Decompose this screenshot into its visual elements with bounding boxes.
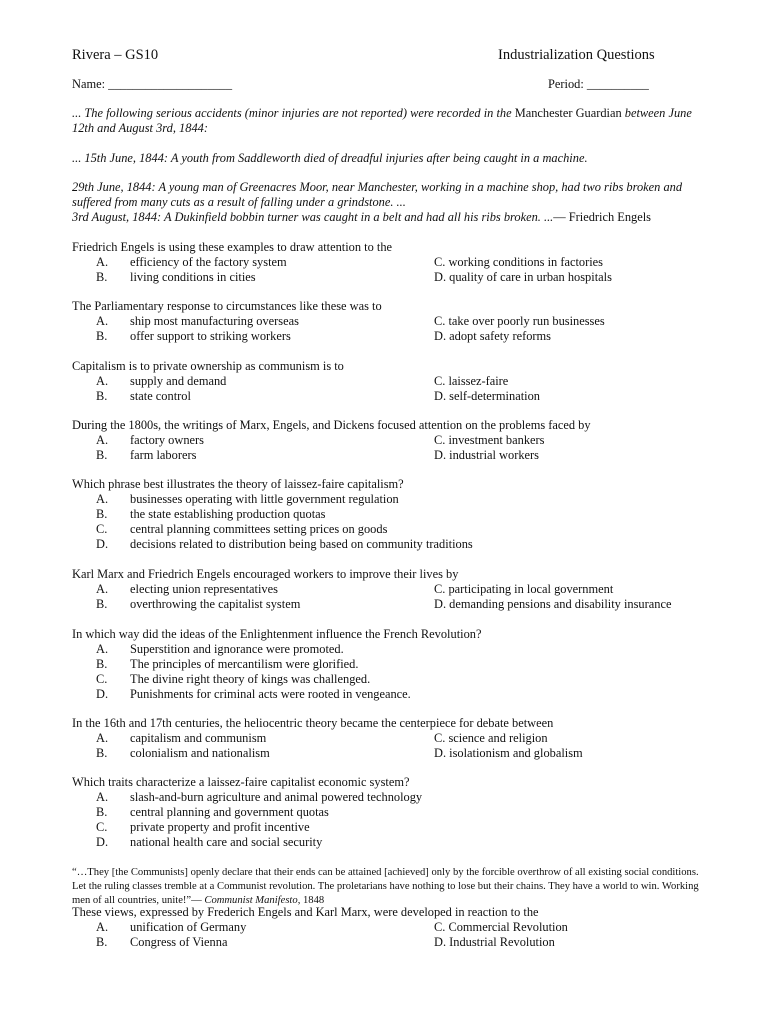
option-letter: B.: [96, 597, 108, 611]
option-item: [72, 642, 712, 657]
option-text: C. science and religion: [434, 731, 548, 745]
option-text: central planning and government quotas: [130, 805, 329, 819]
question-stem: Which traits characterize a laissez-faire capitalist economic system?: [72, 775, 410, 789]
option-text: D. quality of care in urban hospitals: [434, 270, 612, 284]
option-letter: D.: [96, 835, 109, 849]
option-letter: A.: [96, 255, 109, 269]
option-text: offer support to striking workers: [130, 329, 291, 343]
question-6: [72, 567, 712, 612]
option-letter: A.: [96, 731, 109, 745]
option-text: living conditions in cities: [130, 270, 256, 284]
option-text: C. investment bankers: [434, 433, 545, 447]
question-stem: Which phrase best illustrates the theory of laissez-faire capitalism?: [72, 477, 404, 491]
question-stem: These views, expressed by Frederich Engels and Karl Marx, were developed in reaction to the: [72, 905, 539, 919]
question-8: [72, 716, 712, 761]
option-text: colonialism and nationalism: [130, 746, 270, 760]
option-text: farm laborers: [130, 448, 197, 462]
option-row: [72, 731, 712, 746]
option-letter: A.: [96, 314, 109, 328]
option-text: The principles of mercantilism were glorified.: [130, 657, 359, 671]
name-field-label: Name: ____________________: [72, 77, 233, 91]
option-text: businesses operating with little government regulation: [130, 492, 399, 506]
intro-text-1c: between June 12th and August 3rd, 1844:: [72, 106, 692, 135]
option-item: [72, 672, 712, 687]
option-text: central planning committees setting prices on goods: [130, 522, 388, 536]
option-letter: B.: [96, 657, 108, 671]
option-row: [72, 920, 712, 935]
option-text: C. participating in local government: [434, 582, 614, 596]
option-item: [72, 805, 712, 820]
option-text: supply and demand: [130, 374, 227, 388]
option-text: Congress of Vienna: [130, 935, 228, 949]
option-item: [72, 492, 712, 507]
option-text: C. Commercial Revolution: [434, 920, 568, 934]
attribution: — Friedrich Engels: [553, 210, 652, 224]
option-row: [72, 255, 712, 270]
option-letter: B.: [96, 329, 108, 343]
option-text: D. industrial workers: [434, 448, 539, 462]
option-row: [72, 270, 712, 285]
option-item: [72, 687, 712, 702]
option-item: [72, 507, 712, 522]
period-field-label: Period: __________: [548, 77, 649, 91]
option-row: [72, 746, 712, 761]
question-3: [72, 359, 712, 404]
option-row: [72, 314, 712, 329]
option-text: slash-and-burn agriculture and animal powered technology: [130, 790, 423, 804]
option-text: C. take over poorly run businesses: [434, 314, 605, 328]
question-stem: Karl Marx and Friedrich Engels encouraged workers to improve their lives by: [72, 567, 459, 581]
accident-report-2-text: 3rd August, 1844: A Dukinfield bobbin turner was caught in a belt and had all his ribs broken. ...: [72, 210, 554, 224]
quote-year: , 1848: [297, 895, 325, 906]
option-text: unification of Germany: [130, 920, 247, 934]
accident-report-1: 29th June, 1844: A young man of Greenacres Moor, near Manchester, working in a machine shop, had two ribs broken and suffered from many cuts as a result of falling under a grindstone. ...: [72, 180, 683, 209]
option-letter: D.: [96, 537, 109, 551]
option-text: D. Industrial Revolution: [434, 935, 555, 949]
option-text: electing union representatives: [130, 582, 278, 596]
option-letter: B.: [96, 389, 108, 403]
option-letter: B.: [96, 935, 108, 949]
question-5: [72, 477, 712, 552]
accident-report-2: [72, 210, 712, 225]
option-text: Superstition and ignorance were promoted.: [130, 642, 344, 656]
teacher-course-label: Rivera – GS10: [72, 47, 159, 63]
question-stem: In which way did the ideas of the Enlightenment influence the French Revolution?: [72, 627, 482, 641]
option-row: [72, 582, 712, 597]
quote-source: Communist Manifesto: [204, 895, 298, 906]
option-text: ship most manufacturing overseas: [130, 314, 299, 328]
option-item: [72, 522, 712, 537]
option-letter: D.: [96, 687, 109, 701]
option-letter: C.: [96, 672, 108, 686]
option-row: [72, 597, 712, 612]
option-letter: B.: [96, 746, 108, 760]
option-text: efficiency of the factory system: [130, 255, 287, 269]
intro-paragraph-3: [72, 180, 712, 225]
option-letter: A.: [96, 433, 109, 447]
option-letter: A.: [96, 790, 109, 804]
option-item: [72, 790, 712, 805]
question-1: [72, 240, 712, 285]
option-letter: B.: [96, 507, 108, 521]
question-stem: Capitalism is to private ownership as communism is to: [72, 359, 344, 373]
option-item: [72, 657, 712, 672]
option-text: Punishments for criminal acts were rooted in vengeance.: [130, 687, 411, 701]
question-9: [72, 775, 712, 850]
worksheet-title: Industrialization Questions: [498, 47, 655, 63]
intro-paragraph-1: [72, 106, 712, 136]
option-text: decisions related to distribution being based on community traditions: [130, 537, 473, 551]
manifesto-quote: [72, 866, 712, 908]
option-text: state control: [130, 389, 191, 403]
intro-text-1a: ... The following serious accidents (minor injuries are not reported) were recorded in the: [72, 106, 515, 120]
option-text: capitalism and communism: [130, 731, 267, 745]
option-text: D. self-determination: [434, 389, 540, 403]
option-text: factory owners: [130, 433, 204, 447]
option-text: the state establishing production quotas: [130, 507, 326, 521]
option-text: national health care and social security: [130, 835, 323, 849]
option-item: [72, 835, 712, 850]
question-stem: In the 16th and 17th centuries, the heliocentric theory became the centerpiece for debate between: [72, 716, 554, 730]
option-text: C. working conditions in factories: [434, 255, 603, 269]
question-stem: Friedrich Engels is using these examples to draw attention to the: [72, 240, 393, 254]
question-4: [72, 418, 712, 463]
option-row: [72, 374, 712, 389]
option-text: The divine right theory of kings was challenged.: [130, 672, 371, 686]
option-row: [72, 433, 712, 448]
option-row: [72, 448, 712, 463]
quote-text: “…They [the Communists] openly declare that their ends can be attained [achieved] only by the forcible overthrow of all existing social conditions. Let the ruling classes tremble at a Communist revolution. The proletarians have nothing to lose but their chains. They have a world to win. Working men of all countries, unite!”—: [72, 867, 699, 906]
option-item: [72, 820, 712, 835]
option-text: C. laissez-faire: [434, 374, 509, 388]
option-row: [72, 935, 712, 950]
question-2: [72, 299, 712, 344]
option-row: [72, 329, 712, 344]
option-letter: A.: [96, 920, 109, 934]
option-text: D. adopt safety reforms: [434, 329, 551, 343]
option-text: overthrowing the capitalist system: [130, 597, 301, 611]
option-letter: A.: [96, 642, 109, 656]
newspaper-name: Manchester Guardian: [514, 106, 622, 120]
option-text: D. isolationism and globalism: [434, 746, 583, 760]
option-letter: A.: [96, 374, 109, 388]
intro-paragraph-2: ... 15th June, 1844: A youth from Saddleworth died of dreadful injuries after being caught in a machine.: [72, 151, 588, 165]
question-7: [72, 627, 712, 702]
option-letter: A.: [96, 582, 109, 596]
option-letter: C.: [96, 522, 108, 536]
option-letter: B.: [96, 448, 108, 462]
option-letter: B.: [96, 270, 108, 284]
option-letter: C.: [96, 820, 108, 834]
option-row: [72, 389, 712, 404]
option-letter: A.: [96, 492, 109, 506]
option-text: private property and profit incentive: [130, 820, 310, 834]
question-stem: The Parliamentary response to circumstances like these was to: [72, 299, 382, 313]
question-final: [72, 905, 712, 950]
option-item: [72, 537, 712, 552]
option-text: D. demanding pensions and disability insurance: [434, 597, 672, 611]
option-letter: B.: [96, 805, 108, 819]
question-stem: During the 1800s, the writings of Marx, Engels, and Dickens focused attention on the problems faced by: [72, 418, 591, 432]
